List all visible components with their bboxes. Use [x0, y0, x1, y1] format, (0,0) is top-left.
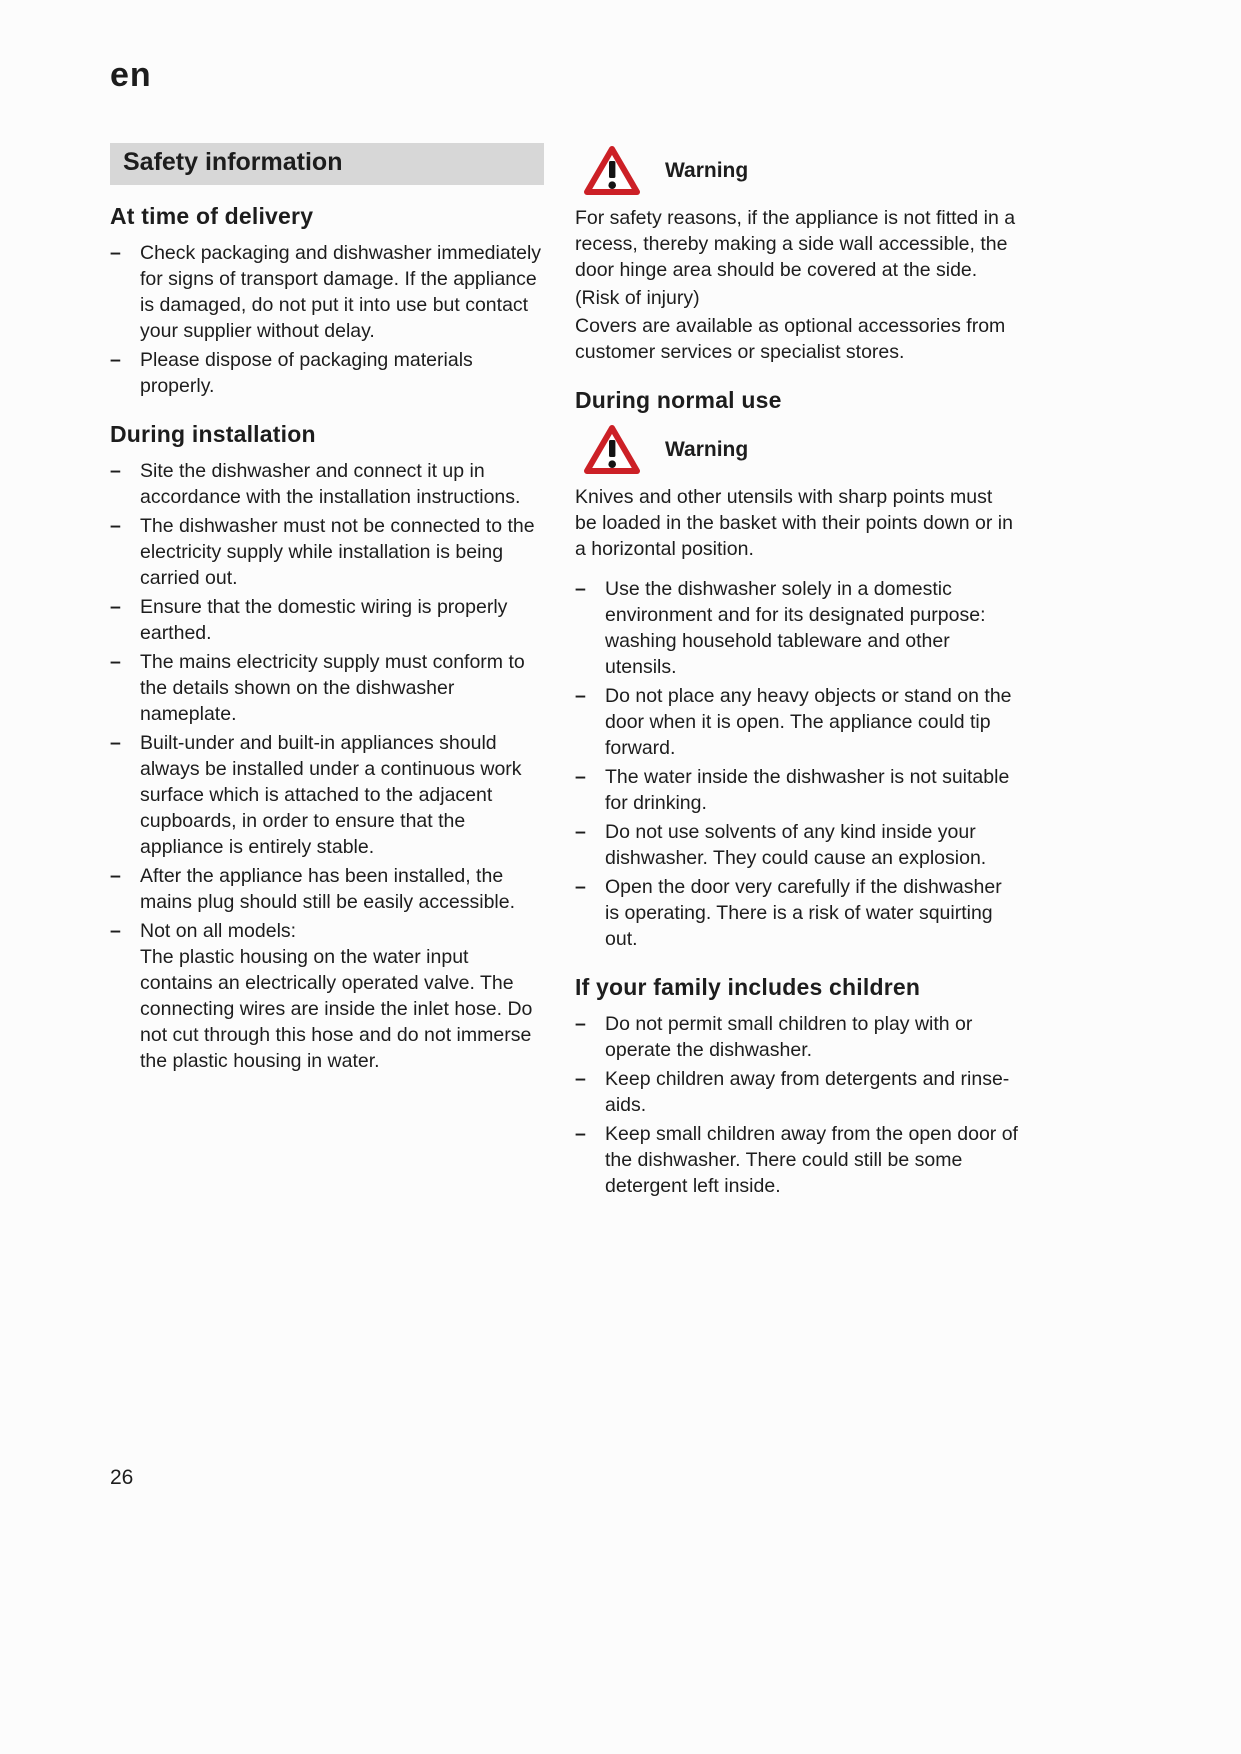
list-item	[110, 730, 544, 860]
risk-of-injury-note: (Risk of injury)	[575, 287, 700, 309]
heading-at-time-of-delivery: At time of delivery	[110, 203, 314, 229]
list-item	[110, 594, 544, 646]
dash-bullet: –	[110, 596, 121, 618]
list-item	[110, 347, 544, 399]
warning-header	[583, 424, 1019, 476]
normal-use-list	[575, 576, 1019, 952]
warning-icon	[583, 145, 641, 197]
list-item-text: Do not use solvents of any kind inside your dishwasher. They could cause an explosion.	[605, 821, 987, 869]
dash-bullet: –	[575, 876, 586, 898]
heading-during-normal-use: During normal use	[575, 387, 782, 413]
list-item	[575, 1066, 1019, 1118]
list-item	[110, 918, 544, 1074]
warning-paragraph: For safety reasons, if the appliance is not fitted in a recess, thereby making a side wall accessible, the door hinge area should be covered at the side.	[575, 207, 1016, 281]
dash-bullet: –	[110, 732, 121, 754]
warning-label: Warning	[665, 438, 749, 461]
dash-bullet: –	[110, 515, 121, 537]
list-item	[575, 819, 1019, 871]
warning-paragraph: Knives and other utensils with sharp points must be loaded in the basket with their points down or in a horizontal position.	[575, 486, 1013, 560]
dash-bullet: –	[575, 1123, 586, 1145]
list-item	[110, 458, 544, 510]
list-item-text: The water inside the dishwasher is not suitable for drinking.	[605, 766, 1010, 814]
list-item	[575, 683, 1019, 761]
covers-note: Covers are available as optional accessories from customer services or specialist stores.	[575, 315, 1006, 363]
dash-bullet: –	[575, 1068, 586, 1090]
list-item	[110, 513, 544, 591]
dash-bullet: –	[110, 349, 121, 371]
warning-icon	[583, 424, 641, 476]
dash-bullet: –	[575, 1013, 586, 1035]
list-item-text: Ensure that the domestic wiring is properly earthed.	[140, 596, 508, 644]
dash-bullet: –	[110, 865, 121, 887]
list-item	[575, 1121, 1019, 1199]
warning-label: Warning	[665, 159, 749, 182]
dash-bullet: –	[110, 920, 121, 942]
list-item-text: After the appliance has been installed, the mains plug should still be easily accessible.	[140, 865, 516, 913]
list-item-text: Keep small children away from the open door of the dishwasher. There could still be some detergent left inside.	[605, 1123, 1018, 1197]
list-item-text: Not on all models: The plastic housing on the water input contains an electrically operated valve. The connecting wires are inside the inlet hose. Do not cut through this hose and do not immerse the plastic housing in water.	[140, 920, 533, 1072]
heading-family-includes-children: If your family includes children	[575, 974, 921, 1000]
list-item-text: Please dispose of packaging materials properly.	[140, 349, 473, 397]
list-item	[575, 874, 1019, 952]
right-column	[575, 143, 1019, 1202]
list-item-text: Do not place any heavy objects or stand on the door when it is open. The appliance could tip forward.	[605, 685, 1012, 759]
list-item	[575, 764, 1019, 816]
list-item-text: Open the door very carefully if the dishwasher is operating. There is a risk of water squirting out.	[605, 876, 1002, 950]
section-title: Safety information	[110, 143, 544, 185]
children-list	[575, 1011, 1019, 1199]
list-item-text: Keep children away from detergents and rinse-aids.	[605, 1068, 1010, 1116]
installation-list	[110, 458, 544, 1074]
warning-block-recess	[575, 145, 1019, 365]
list-item-text: The mains electricity supply must conform to the details shown on the dishwasher nameplate.	[140, 651, 525, 725]
list-item-text: Use the dishwasher solely in a domestic environment and for its designated purpose: washing household tableware and other utensils.	[605, 578, 986, 678]
list-item-text: Do not permit small children to play with or operate the dishwasher.	[605, 1013, 973, 1061]
heading-during-installation: During installation	[110, 421, 316, 447]
dash-bullet: –	[575, 821, 586, 843]
language-code: en	[110, 56, 152, 94]
dash-bullet: –	[110, 651, 121, 673]
list-item	[110, 649, 544, 727]
list-item-text: Site the dishwasher and connect it up in accordance with the installation instructions.	[140, 460, 521, 508]
dash-bullet: –	[575, 578, 586, 600]
page-number: 26	[110, 1466, 134, 1489]
list-item-text: Check packaging and dishwasher immediately for signs of transport damage. If the appliance is damaged, do not put it into use but contact your supplier without delay.	[140, 242, 542, 342]
delivery-list	[110, 240, 544, 399]
dash-bullet: –	[575, 685, 586, 707]
list-item	[110, 240, 544, 344]
warning-block-knives	[575, 424, 1019, 562]
list-item	[110, 863, 544, 915]
dash-bullet: –	[110, 242, 121, 264]
dash-bullet: –	[575, 766, 586, 788]
warning-header	[583, 145, 1019, 197]
list-item	[575, 576, 1019, 680]
list-item-text: Built-under and built-in appliances should always be installed under a continuous work surface which is attached to the adjacent cupboards, in order to ensure that the appliance is entirely stable.	[140, 732, 522, 858]
list-item-text: The dishwasher must not be connected to the electricity supply while installation is being carried out.	[140, 515, 535, 589]
dash-bullet: –	[110, 460, 121, 482]
list-item	[575, 1011, 1019, 1063]
left-column	[110, 143, 544, 1077]
